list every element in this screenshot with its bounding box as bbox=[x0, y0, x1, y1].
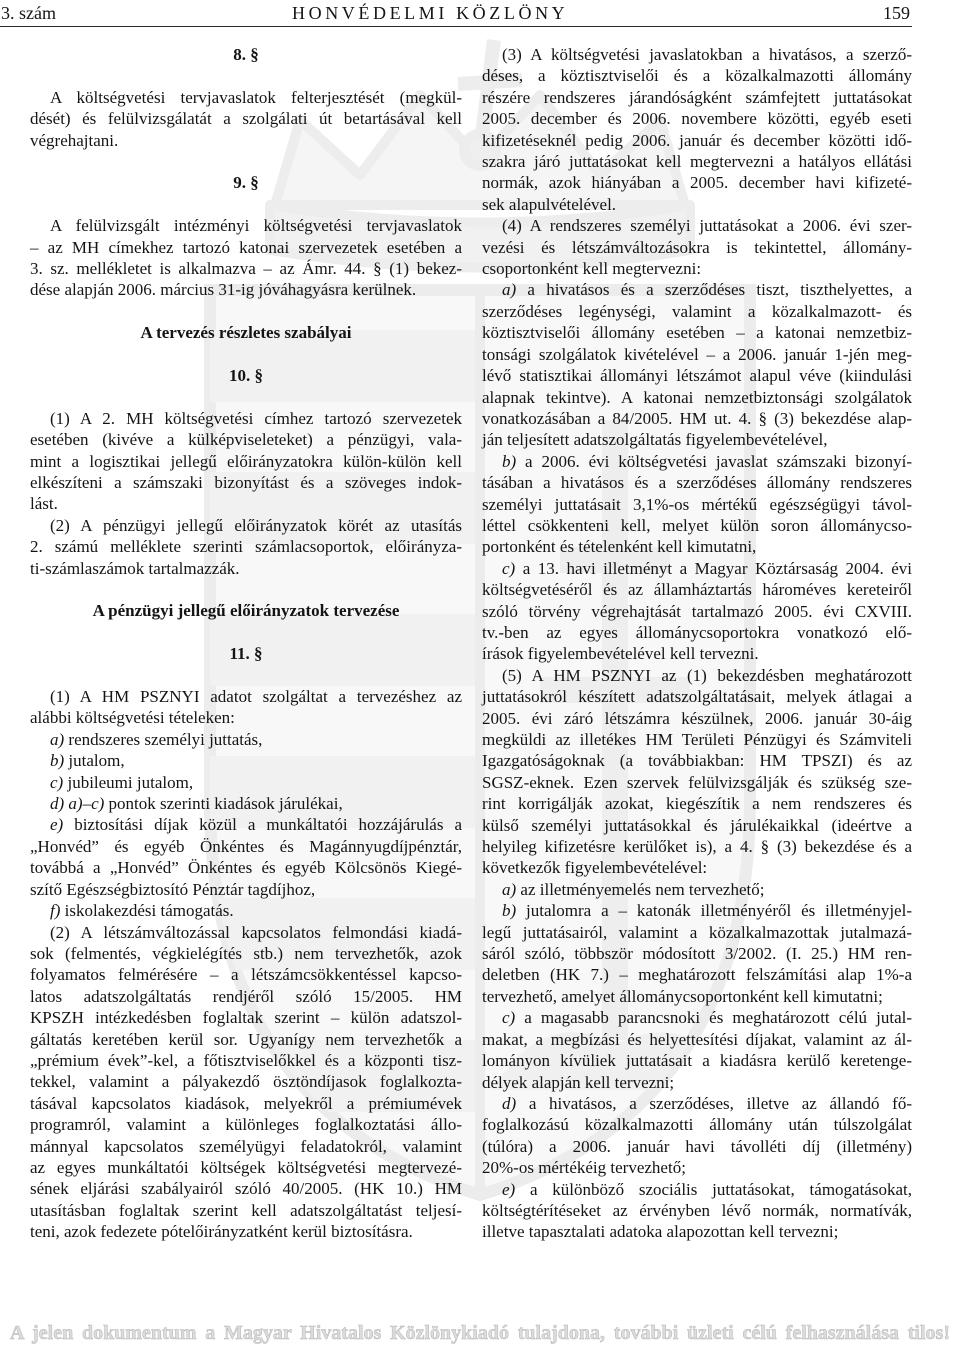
text-line: juttatásokról készített adatszolgáltatásait, melyek átlagai a bbox=[482, 687, 912, 707]
text-line: mánnyal kapcsolatos személyügyi feladatokról, valamint bbox=[30, 1136, 462, 1156]
text-line: helyileg kifizetésre kerülőket is), a 4. § (3) bekezdése és a bbox=[482, 837, 912, 857]
text-line: tv.-ben az egyes állománycsoportokra vonatkozó elő- bbox=[482, 622, 912, 642]
right-column bbox=[482, 44, 912, 1243]
list-marker: b) bbox=[502, 901, 517, 921]
text-line: költségtérítéseket az érvényben lévő normák, normatívák, bbox=[482, 1200, 912, 1220]
page-number: 159 bbox=[883, 3, 910, 23]
text-line bbox=[30, 814, 462, 835]
text-line: sáról szóló, többször módosított 3/2002. (I. 25.) HM ren- bbox=[482, 944, 912, 964]
text-line bbox=[30, 900, 462, 921]
section-number: 10. § bbox=[229, 366, 263, 386]
text-line: az egyes munkáltatói költségek költségvetési megtervezé- bbox=[30, 1157, 462, 1177]
text-line: A költségvetési tervjavaslatok felterjesztését (megkül- bbox=[50, 87, 462, 107]
text-run: az illetményemelés nem tervezhető; bbox=[516, 879, 765, 899]
section-heading: A tervezés részletes szabályai bbox=[140, 323, 352, 343]
text-line: gáltatás keretében kerül sor. Ugyanígy nem tervezhetők a bbox=[30, 1029, 462, 1049]
text-line: következők figyelembevételével: bbox=[482, 858, 708, 878]
text-line: „Honvéd” és egyéb Önkéntes és Magánnyugdíjpénztár, bbox=[30, 836, 462, 856]
text-line: 3. sz. mellékletet is alkalmazva – az Ámr. 44. § (1) bekez- bbox=[30, 259, 462, 279]
text-line: esetében (kivéve a külképviseleteket) a pénzügyi, vala- bbox=[30, 430, 462, 450]
text-line: végrehajtani. bbox=[30, 130, 119, 150]
text-run: rendszeres személyi juttatás, bbox=[64, 729, 263, 749]
section-heading: A pénzügyi jellegű előirányzatok tervezése bbox=[92, 601, 400, 621]
text-line: sének eljárási szabályairól szóló 40/2005. (HK 10.) HM bbox=[30, 1179, 462, 1199]
text-line: 2005. december és 2006. novembere közötti, egyéb eseti bbox=[482, 109, 912, 129]
text-line: programról, valamint a különleges foglalkoztatási állo- bbox=[30, 1115, 462, 1135]
text-line: (2) A létszámváltozással kapcsolatos felmondási kiadá- bbox=[50, 922, 462, 942]
text-line bbox=[30, 750, 462, 771]
text-line: (túlóra) a 2006. január havi távolléti díj (illetmény) bbox=[482, 1136, 912, 1156]
text-line: lást. bbox=[30, 494, 58, 514]
text-line: tonsági szolgálatok kivételével – a 2006. január 1-jén meg- bbox=[482, 344, 912, 364]
text-line bbox=[482, 558, 912, 579]
list-marker: f) bbox=[50, 901, 61, 921]
list-marker: e) bbox=[50, 815, 64, 835]
text-line bbox=[482, 279, 912, 300]
publication-title: HONVÉDELMI KÖZLÖNY bbox=[292, 3, 569, 23]
text-line: mint a logisztikai jellegű előirányzatokra külön-külön kell bbox=[30, 451, 462, 471]
text-run: a magasabb parancsnoki és meghatározott célú jutal- bbox=[515, 1008, 912, 1028]
text-line: (1) A HM PSZNYI adatot szolgáltat a tervezéshez az bbox=[50, 687, 462, 707]
list-marker: a) bbox=[502, 879, 517, 899]
list-marker: c) bbox=[502, 1008, 516, 1028]
text-run: a 2006. évi költségvetési javaslat számszaki bizonyí- bbox=[516, 451, 912, 471]
text-run: jutalom, bbox=[64, 751, 125, 771]
text-line: költségvetéséről és az államháztartás hároméves kereteiről bbox=[482, 580, 912, 600]
text-run: jubileumi jutalom, bbox=[63, 772, 194, 792]
list-marker: e) bbox=[502, 1179, 516, 1199]
text-line: utasításban foglaltak szerint kell adatszolgáltatást teljesí- bbox=[30, 1200, 462, 1220]
text-line: – az MH címekhez tartozó katonai szervezetek esetében a bbox=[30, 237, 462, 257]
text-line: 2005. évi záró létszámra készülnek, 2006. január 30-áig bbox=[482, 708, 912, 728]
text-line: SGSZ-eknek. Ezen szervek felülvizsgálják és szükség sze- bbox=[482, 772, 912, 792]
text-line bbox=[482, 1093, 912, 1114]
paragraph bbox=[30, 87, 462, 151]
text-line: rint korrigálják azokat, kiegészítik a nem rendszeres és bbox=[482, 794, 912, 814]
text-line: szítő Egészségbiztosító Pénztár tagdíjhoz, bbox=[30, 879, 316, 899]
text-line: délyek alapján kell tervezni; bbox=[482, 1072, 675, 1092]
text-line: 20%-os mértékéig tervezhető; bbox=[482, 1158, 686, 1178]
text-line: vezési és létszámváltozásokra is tekintettel, állomány- bbox=[482, 237, 912, 257]
text-line: kifizetéseknél pedig 2006. január és december közötti idő- bbox=[482, 130, 912, 150]
paragraph bbox=[482, 1179, 912, 1243]
paragraph bbox=[30, 686, 462, 729]
list-marker: d) bbox=[50, 794, 65, 814]
text-line: alapnak tekintve). A katonai nemzetbiztonsági szolgálatok bbox=[482, 387, 912, 407]
copyright-watermark: A jelen dokumentum a Magyar Hivatalos Közlönykiadó tulajdona, további üzleti célú felhasználása tilos! bbox=[10, 1322, 950, 1344]
section-number: 9. § bbox=[233, 173, 259, 193]
text-line: léttel csökkenteni kell, melyet külön soron állománycso- bbox=[482, 515, 912, 535]
text-line: megküldi az illetékes HM Területi Pénzügyi és Számviteli bbox=[482, 730, 912, 749]
text-line: tásával kapcsolatos kiadások, melyekről a prémiumévek bbox=[30, 1093, 462, 1113]
paragraph bbox=[30, 814, 462, 900]
text-line: lévő statisztikai állományi létszámot alapul véve (kiindulási bbox=[482, 366, 912, 386]
text-line bbox=[482, 451, 912, 472]
text-line: normák, azok hiányában a 2005. december havi kifizeté- bbox=[482, 173, 912, 193]
list-marker: b) bbox=[50, 751, 65, 771]
text-line: személyi juttatásait 3,1%-os mértékű egészségügyi távol- bbox=[482, 494, 912, 514]
text-line: lományon kívüliek juttatásait a kiadásra kerülő keretenge- bbox=[482, 1051, 912, 1071]
text-run: a hivatásos és a szerződéses tiszt, tiszthelyettes, a bbox=[516, 280, 912, 300]
text-line: déses, a köztisztviselői és a közalkalmazotti állomány bbox=[482, 66, 912, 86]
issue-number: 3. szám bbox=[1, 3, 56, 23]
list-marker: a) bbox=[50, 729, 65, 749]
page-header bbox=[0, 2, 912, 27]
paragraph bbox=[482, 558, 912, 665]
text-line: ti-számlaszámok tartalmazzák. bbox=[30, 558, 240, 578]
text-line: sek alapulvételével. bbox=[482, 194, 617, 214]
text-line: Igazgatóságoknak (a továbbiakban: HM TPSZI) és az bbox=[482, 751, 912, 771]
paragraph bbox=[30, 772, 462, 793]
text-line: dését) és felülvizsgálatát a szolgálati út betartásával kell bbox=[30, 109, 462, 129]
text-line: elkészíteni a számszaki bizonyítást és a szöveges indok- bbox=[30, 473, 462, 493]
text-line: KPSZH intézkedésben foglaltak szerint – külön adatszol- bbox=[30, 1008, 462, 1028]
text-line: írások figyelembevételével kell tervezni. bbox=[482, 644, 759, 664]
paragraph bbox=[482, 665, 912, 879]
paragraph bbox=[30, 515, 462, 579]
list-marker: c) bbox=[50, 772, 64, 792]
text-line: „prémium évek”-kel, a főtisztviselőkkel és a központi tisz- bbox=[30, 1050, 462, 1070]
text-line: továbbá a „Honvéd” Önkéntes és egyéb Kölcsönös Kiegé- bbox=[30, 858, 462, 878]
paragraph bbox=[30, 922, 462, 1243]
text-line: folyamatos felmérésére – a létszámcsökkentéssel kapcso- bbox=[30, 965, 462, 985]
text-line: A felülvizsgált intézményi költségvetési tervjavaslatok bbox=[50, 216, 462, 236]
list-marker: d) bbox=[502, 1093, 517, 1113]
paragraph bbox=[482, 1093, 912, 1179]
text-run: a különböző szociális juttatásokat, támogatásokat, bbox=[515, 1179, 912, 1199]
text-line: 2. számú melléklete szerinti számlacsoportok, előirányza- bbox=[30, 537, 462, 557]
text-run: pontok szerinti kiadások járulékai, bbox=[104, 794, 343, 814]
text-line: latos adatszolgáltatás rendjéről szóló 15/2005. HM bbox=[30, 986, 462, 1006]
text-line bbox=[30, 793, 462, 814]
text-line: dése alapján 2006. március 31-ig jóváhagyásra kerülnek. bbox=[30, 280, 417, 300]
list-marker: b) bbox=[502, 451, 517, 471]
text-line bbox=[30, 772, 462, 793]
text-line: részére rendszeres járandóságként számfejtett juttatásokat bbox=[482, 87, 912, 107]
section-number: 11. § bbox=[229, 644, 263, 664]
text-line: tekkel, valamint a pályakezdő ösztöndíjasok foglalkozta- bbox=[30, 1072, 462, 1092]
text-line: alábbi költségvetési tételeken: bbox=[30, 708, 235, 728]
paragraph bbox=[482, 900, 912, 1007]
text-line: legű juttatásairól, valamint a közalkalmazottak jutalmazá- bbox=[482, 922, 912, 942]
paragraph bbox=[482, 1007, 912, 1093]
text-line: szóló törvény végrehajtását tartalmazó 2005. évi CXVIII. bbox=[482, 601, 912, 621]
text-line: (5) A HM PSZNYI az (1) bekezdésben meghatározott bbox=[502, 665, 912, 685]
text-line bbox=[482, 1179, 912, 1200]
text-line: (2) A pénzügyi jellegű előirányzatok körét az utasítás bbox=[50, 515, 462, 535]
text-run: iskolakezdési támogatás. bbox=[60, 901, 234, 921]
paragraph bbox=[30, 750, 462, 771]
text-run: a hivatásos, a szerződéses, illetve az állandó fő- bbox=[516, 1093, 912, 1113]
list-marker: a) bbox=[502, 280, 517, 300]
text-line: szerződéses legénységi, valamint a közalkalmazott- és bbox=[482, 301, 912, 321]
paragraph bbox=[482, 279, 912, 450]
list-marker: c) bbox=[502, 558, 516, 578]
paragraph bbox=[30, 900, 462, 921]
text-line: külső személyi juttatásokkal és járulékaikkal (ideértve a bbox=[482, 815, 912, 835]
text-line: makat, a megbízási és helyettesítési díjakat, valamint az ál- bbox=[482, 1029, 912, 1049]
text-line: sok (felmentés, végkielégítés stb.) nem tervezhetők, azok bbox=[30, 943, 462, 963]
paragraph bbox=[30, 729, 462, 750]
text-run: a 13. havi illetményt a Magyar Köztársaság 2004. évi bbox=[515, 558, 912, 578]
left-column bbox=[30, 44, 462, 1243]
text-line: illetve tapasztalati adatoka alapozottan kell tervezni; bbox=[482, 1222, 839, 1242]
text-line bbox=[482, 1007, 912, 1028]
text-line: ján teljesített adatszolgáltatás figyelembevételével, bbox=[482, 430, 828, 450]
text-line: (4) A rendszeres személyi juttatásokat a 2006. évi szer- bbox=[502, 216, 912, 236]
text-line: tásában a hivatásos és a szerződéses állomány rendszeres bbox=[482, 473, 912, 493]
text-line: foglalkozású közalkalmazotti állomány után túlszolgálat bbox=[482, 1115, 912, 1135]
text-line bbox=[482, 900, 912, 921]
paragraph bbox=[482, 451, 912, 558]
section-number: 8. § bbox=[233, 45, 259, 64]
paragraph bbox=[30, 215, 462, 301]
text-line: (3) A költségvetési javaslatokban a hivatásos, a szerző- bbox=[502, 45, 912, 64]
paragraph bbox=[482, 879, 912, 900]
paragraph bbox=[482, 215, 912, 279]
list-marker: a)–c) bbox=[68, 794, 105, 814]
text-line: csoportonként kell megtervezni: bbox=[482, 259, 702, 279]
paragraph bbox=[30, 408, 462, 515]
text-line: vonatkozásában a 84/2005. HM ut. 4. § (3) bekezdése alap- bbox=[482, 408, 912, 428]
text-line: szakra járó juttatásokat kell megtervezni a hatályos ellátási bbox=[482, 152, 912, 172]
text-line: deletben (HK 7.) – meghatározott felszámítási alap 1%-a bbox=[482, 965, 912, 985]
text-run: biztosítási díjak közül a munkáltatói hozzájárulás a bbox=[63, 815, 462, 835]
text-line: tervezhető, amelyet állománycsoportonként kell kimutatni; bbox=[482, 986, 883, 1006]
paragraph bbox=[482, 44, 912, 215]
paragraph bbox=[30, 793, 462, 814]
text-line: portonként és tételenként kell kimutatni, bbox=[482, 537, 757, 557]
text-line: (1) A 2. MH költségvetési címhez tartozó szervezetek bbox=[50, 408, 462, 428]
text-line: köztisztviselői állomány esetében – a katonai nemzetbiz- bbox=[482, 323, 912, 343]
text-line bbox=[30, 729, 462, 750]
text-line: teni, azok fedezete pótelőirányzatként kerül biztosításra. bbox=[30, 1222, 413, 1242]
text-run: jutalomra a – katonák illetményéről és illetményjel- bbox=[516, 901, 912, 921]
text-line bbox=[482, 879, 912, 900]
